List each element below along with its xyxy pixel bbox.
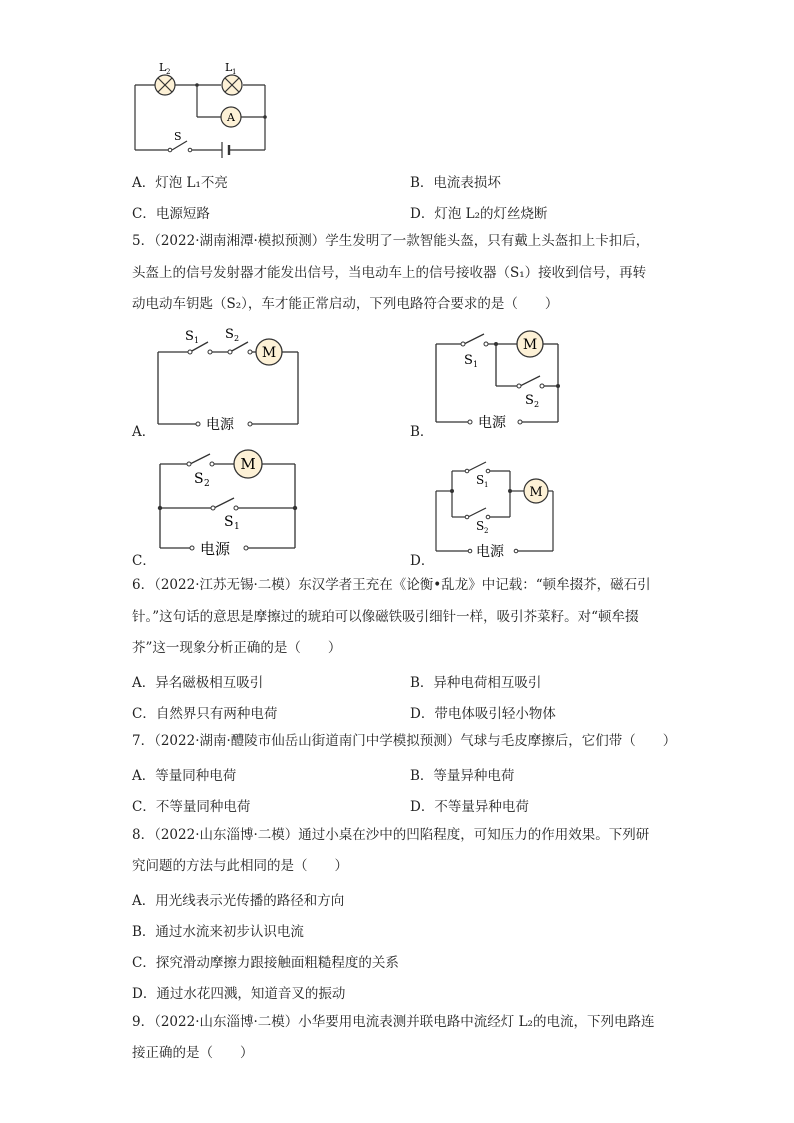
ammeter-label: A [227, 111, 235, 124]
svg-text:1: 1 [194, 336, 200, 345]
q4-option-a[interactable]: A．灯泡 L₁不亮 [132, 175, 228, 191]
q6-option-c[interactable]: C．自然界只有两种电荷 [132, 706, 278, 722]
svg-text:S: S [464, 353, 473, 368]
q7-option-b[interactable]: B．等量异种电荷 [410, 768, 515, 784]
svg-text:1: 1 [473, 360, 479, 369]
svg-text:S: S [224, 514, 234, 530]
switch-label: S [174, 130, 182, 143]
q8-option-c[interactable]: C．探究滑动摩擦力跟接触面粗糙程度的关系 [132, 955, 399, 971]
power-label: 电源 [476, 544, 504, 560]
q8-stem-line-2: 究问题的方法与此相同的是（ ） [132, 858, 348, 874]
q4-circuit-diagram [125, 55, 275, 160]
q5-circuit-c[interactable] [152, 448, 304, 566]
q4-option-d[interactable]: D．灯泡 L₂的灯丝烧断 [410, 206, 548, 222]
q6-stem-line-1: 6．（2022·江苏无锡·二模）东汉学者王充在《论衡•乱龙》中记载：“顿牟掇芥，磁石引 [132, 577, 651, 593]
power-label: 电源 [200, 540, 231, 558]
q4-option-c[interactable]: C．电源短路 [132, 206, 210, 222]
lamp-l2-label: L [159, 61, 167, 74]
q8-option-a[interactable]: A．用光线表示光传播的路径和方向 [132, 893, 345, 909]
power-label: 电源 [206, 417, 234, 433]
q7-option-d[interactable]: D．不等量异种电荷 [410, 799, 529, 815]
q4-option-b[interactable]: B．电流表损坏 [410, 175, 501, 191]
q6-option-a[interactable]: A．异名磁极相互吸引 [132, 675, 264, 691]
svg-text:M: M [529, 485, 543, 500]
svg-text:M: M [240, 455, 256, 473]
svg-text:1: 1 [484, 481, 489, 489]
lamp-l1-label: L [225, 61, 233, 74]
q5-circuit-b[interactable] [430, 322, 570, 440]
q8-stem-line-1: 8．（2022·山东淄博·二模）通过小桌在沙中的凹陷程度，可知压力的作用效果。下列研 [132, 827, 650, 843]
svg-text:1: 1 [232, 68, 237, 76]
svg-text:2: 2 [204, 479, 210, 489]
q5-option-a-label[interactable]: A． [132, 424, 156, 440]
q8-option-b[interactable]: B．通过水流来初步认识电流 [132, 924, 304, 940]
svg-text:S: S [194, 471, 204, 487]
q5-option-b-label[interactable]: B． [410, 424, 434, 440]
q5-stem-line-3: 动电动车钥匙（S₂），车才能正常启动，下列电路符合要求的是（ ） [132, 296, 559, 312]
q7-stem: 7．（2022·湖南·醴陵市仙岳山街道南门中学模拟预测）气球与毛皮摩擦后，它们带（ ） [132, 733, 677, 749]
svg-text:S: S [525, 393, 534, 408]
svg-text:S: S [476, 473, 485, 487]
q8-option-d[interactable]: D．通过水花四溅，知道音叉的振动 [132, 986, 346, 1002]
svg-text:2: 2 [166, 68, 171, 76]
q9-stem-line-1: 9．（2022·山东淄博·二模）小华要用电流表测并联电路中流经灯 L₂的电流，下列电路连 [132, 1014, 655, 1030]
power-label: 电源 [478, 415, 506, 431]
svg-text:2: 2 [534, 400, 540, 409]
q6-option-d[interactable]: D．带电体吸引轻小物体 [410, 706, 556, 722]
q6-stem-line-3: 芥”这一现象分析正确的是（ ） [132, 640, 342, 656]
svg-text:2: 2 [484, 527, 489, 535]
q5-option-c-label[interactable]: C． [132, 553, 156, 569]
q7-option-c[interactable]: C．不等量同种电荷 [132, 799, 251, 815]
q5-circuit-a[interactable] [150, 322, 310, 440]
svg-text:S: S [225, 327, 234, 342]
svg-text:S: S [476, 519, 485, 533]
svg-text:M: M [522, 337, 538, 353]
q5-circuit-d[interactable] [430, 455, 560, 565]
svg-text:2: 2 [234, 334, 240, 343]
q5-stem-line-1: 5．（2022·湖南湘潭·模拟预测）学生发明了一款智能头盔，只有戴上头盔扣上卡扣后， [132, 233, 650, 249]
q9-stem-line-2: 接正确的是（ ） [132, 1045, 254, 1061]
svg-text:1: 1 [234, 522, 240, 532]
q6-stem-line-2: 针。”这句话的意思是摩擦过的琥珀可以像磁铁吸引细针一样，吸引芥菜籽。对“顿牟掇 [132, 609, 639, 625]
svg-text:M: M [261, 345, 277, 361]
svg-text:S: S [185, 329, 194, 344]
lamp-l1-icon [222, 75, 242, 95]
lamp-l2-icon [155, 75, 175, 95]
q5-stem-line-2: 头盔上的信号发射器才能发出信号，当电动车上的信号接收器（S₁）接收到信号，再转 [132, 265, 647, 281]
q6-option-b[interactable]: B．异种电荷相互吸引 [410, 675, 542, 691]
q5-option-d-label[interactable]: D． [410, 553, 435, 569]
q7-option-a[interactable]: A．等量同种电荷 [132, 768, 237, 784]
